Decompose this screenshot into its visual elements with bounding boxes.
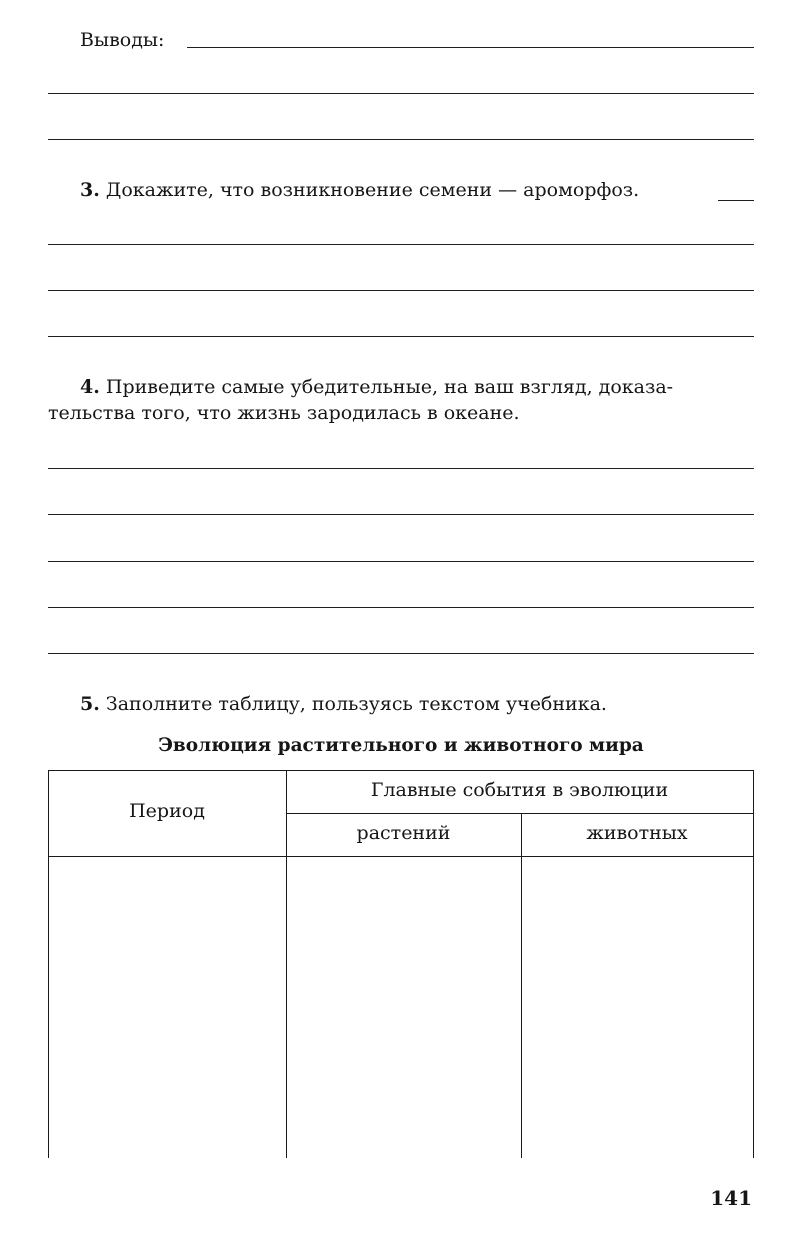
header-main-events: Главные события в эволюции: [370, 779, 669, 801]
answer-line[interactable]: [48, 514, 754, 515]
task3-prompt: [80, 178, 639, 202]
cell-plants[interactable]: [287, 857, 521, 1157]
cell-animals[interactable]: [522, 857, 753, 1157]
answer-line[interactable]: [48, 139, 754, 140]
table-border-right: [753, 770, 754, 1158]
task4-number: 4.: [80, 376, 100, 398]
task4-text-line1: Приведите самые убедительные, на ваш взгляд, доказа-: [105, 376, 674, 398]
task4-prompt-line1: [80, 375, 673, 399]
answer-line[interactable]: [48, 561, 754, 562]
task3-number: 3.: [80, 179, 100, 201]
task3-text: Докажите, что возникновение семени — ароморфоз.: [105, 179, 640, 201]
answer-line[interactable]: [48, 244, 754, 245]
answer-line[interactable]: [48, 336, 754, 337]
answer-line[interactable]: [48, 290, 754, 291]
answer-line[interactable]: [48, 93, 754, 94]
answer-line[interactable]: [48, 468, 754, 469]
answer-line[interactable]: [187, 47, 754, 48]
table-title: Эволюция растительного и животного мира: [158, 735, 644, 756]
header-plants: растений: [356, 822, 451, 844]
header-period: Период: [129, 800, 205, 822]
answer-line[interactable]: [48, 607, 754, 608]
conclusions-label: Выводы:: [80, 29, 165, 51]
task5-text: Заполните таблицу, пользуясь текстом учебника.: [105, 693, 607, 715]
task5-prompt: [80, 692, 607, 716]
cell-period[interactable]: [49, 857, 286, 1157]
answer-line[interactable]: [48, 653, 754, 654]
task5-number: 5.: [80, 693, 100, 715]
page-number: 141: [710, 1186, 752, 1210]
answer-line[interactable]: [718, 200, 754, 201]
task4-prompt-line2: тельства того, что жизнь зародилась в океане.: [48, 402, 520, 424]
table-border-top: [48, 770, 754, 771]
table-header-divider: [286, 813, 754, 814]
header-animals: животных: [586, 822, 688, 844]
